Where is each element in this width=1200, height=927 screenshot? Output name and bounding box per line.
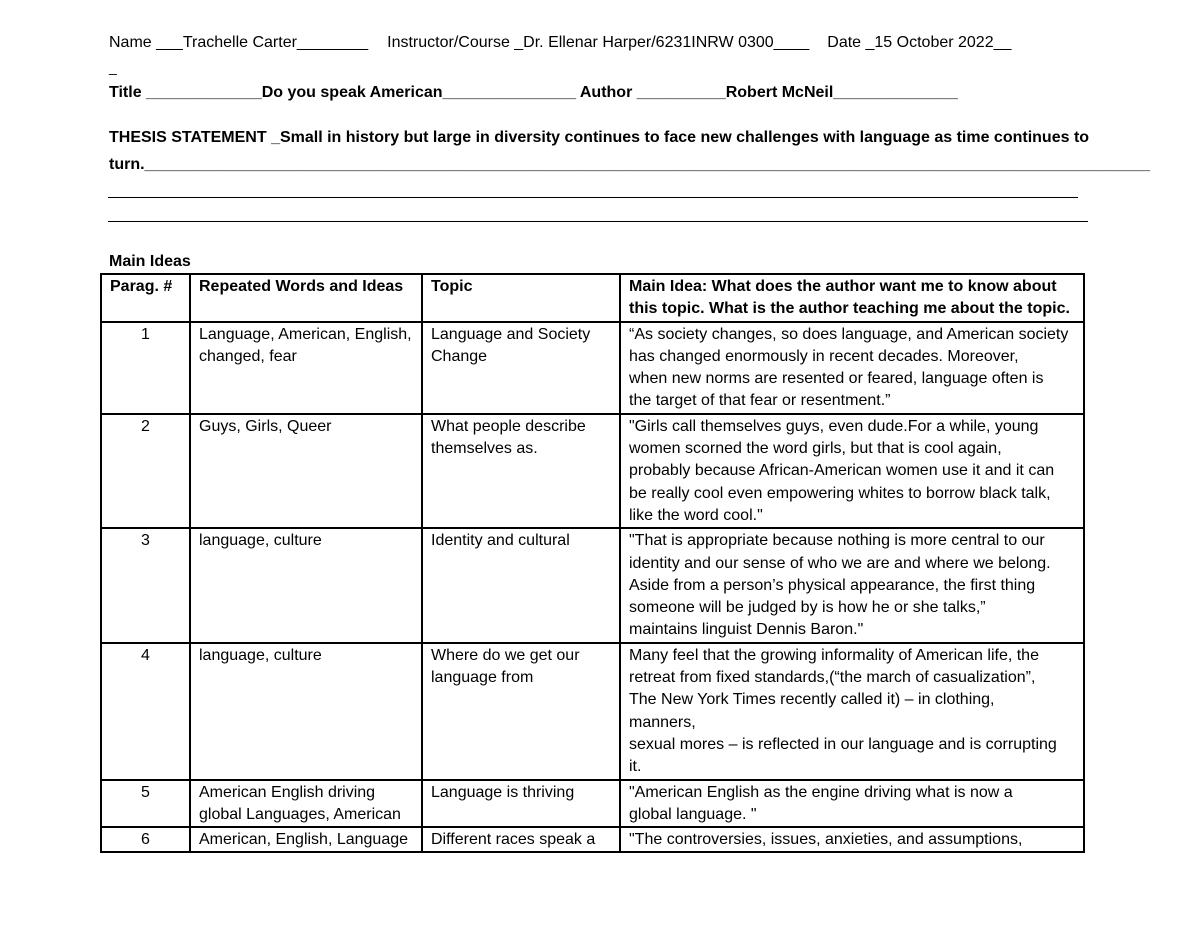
- row-number: 5: [101, 780, 190, 828]
- header-dash: _: [109, 59, 117, 75]
- thesis-continuation: turn._________________________________________________________________________________________________________________: [109, 156, 1151, 173]
- main-idea-cell: "Girls call themselves guys, even dude.For a while, young women scorned the word girls, but that is cool again, probably because African-American women use it and it can be really cool even empowering whites to borrow black talk, like the word cool.": [620, 414, 1084, 528]
- row-number: 4: [101, 643, 190, 780]
- main-ideas-table: [100, 273, 1085, 853]
- main-idea-cell: "That is appropriate because nothing is more central to our identity and our sense of who we are and where we belong. Aside from a person’s physical appearance, the first thing someone will be judged by is how he or she talks,” maintains linguist Dennis Baron.": [620, 528, 1084, 642]
- table-row: [101, 780, 1084, 828]
- date-field: Date _15 October 2022__: [827, 34, 1012, 51]
- topic-cell: What people describe themselves as.: [422, 414, 620, 528]
- name-field: Name ___Trachelle Carter________: [109, 34, 369, 51]
- row-number: 3: [101, 528, 190, 642]
- topic-cell: Language is thriving: [422, 780, 620, 828]
- repeated-words-cell: Language, American, English, changed, fear: [190, 322, 422, 414]
- topic-cell: Identity and cultural: [422, 528, 620, 642]
- blank-line-rule: [108, 197, 1078, 198]
- row-number: 6: [101, 827, 190, 852]
- repeated-words-cell: Guys, Girls, Queer: [190, 414, 422, 528]
- col-header-topic: Topic: [422, 274, 620, 322]
- title-author-line: Title _____________Do you speak American_______________ Author __________Robert McNeil______________: [109, 84, 958, 101]
- main-idea-cell: Many feel that the growing informality of American life, the retreat from fixed standards,(“the march of casualization”, The New York Times recently called it) – in clothing, manners, sexual mores – is reflected in our language and is corrupting it.: [620, 643, 1084, 780]
- repeated-words-cell: language, culture: [190, 643, 422, 780]
- main-idea-cell: "American English as the engine driving what is now a global language. ": [620, 780, 1084, 828]
- col-header-parag: Parag. #: [101, 274, 190, 322]
- main-idea-cell: "The controversies, issues, anxieties, and assumptions,: [620, 827, 1084, 852]
- topic-cell: Language and Society Change: [422, 322, 620, 414]
- row-number: 2: [101, 414, 190, 528]
- table-header-row: [101, 274, 1084, 322]
- table-row: [101, 414, 1084, 528]
- repeated-words-cell: American English driving global Languages, American: [190, 780, 422, 828]
- col-header-words: Repeated Words and Ideas: [190, 274, 422, 322]
- blank-line-rule: [108, 221, 1088, 222]
- topic-cell: Where do we get our language from: [422, 643, 620, 780]
- main-ideas-label: Main Ideas: [109, 253, 191, 270]
- header-line: [109, 34, 1011, 52]
- row-number: 1: [101, 322, 190, 414]
- table-row: [101, 528, 1084, 642]
- table-row: [101, 643, 1084, 780]
- table-row: [101, 322, 1084, 414]
- topic-cell: Different races speak a: [422, 827, 620, 852]
- repeated-words-cell: American, English, Language: [190, 827, 422, 852]
- instructor-field: Instructor/Course _Dr. Ellenar Harper/6231INRW 0300____: [387, 34, 810, 51]
- col-header-main-idea: Main Idea: What does the author want me to know about this topic. What is the author teaching me about the topic.: [620, 274, 1084, 322]
- repeated-words-cell: language, culture: [190, 528, 422, 642]
- table-row: [101, 827, 1084, 852]
- main-idea-cell: “As society changes, so does language, and American society has changed enormously in recent decades. Moreover, when new norms are resented or feared, language often is the target of that fear or resentment.”: [620, 322, 1084, 414]
- thesis-statement: THESIS STATEMENT _Small in history but large in diversity continues to face new challenges with language as time continues to: [109, 129, 1090, 146]
